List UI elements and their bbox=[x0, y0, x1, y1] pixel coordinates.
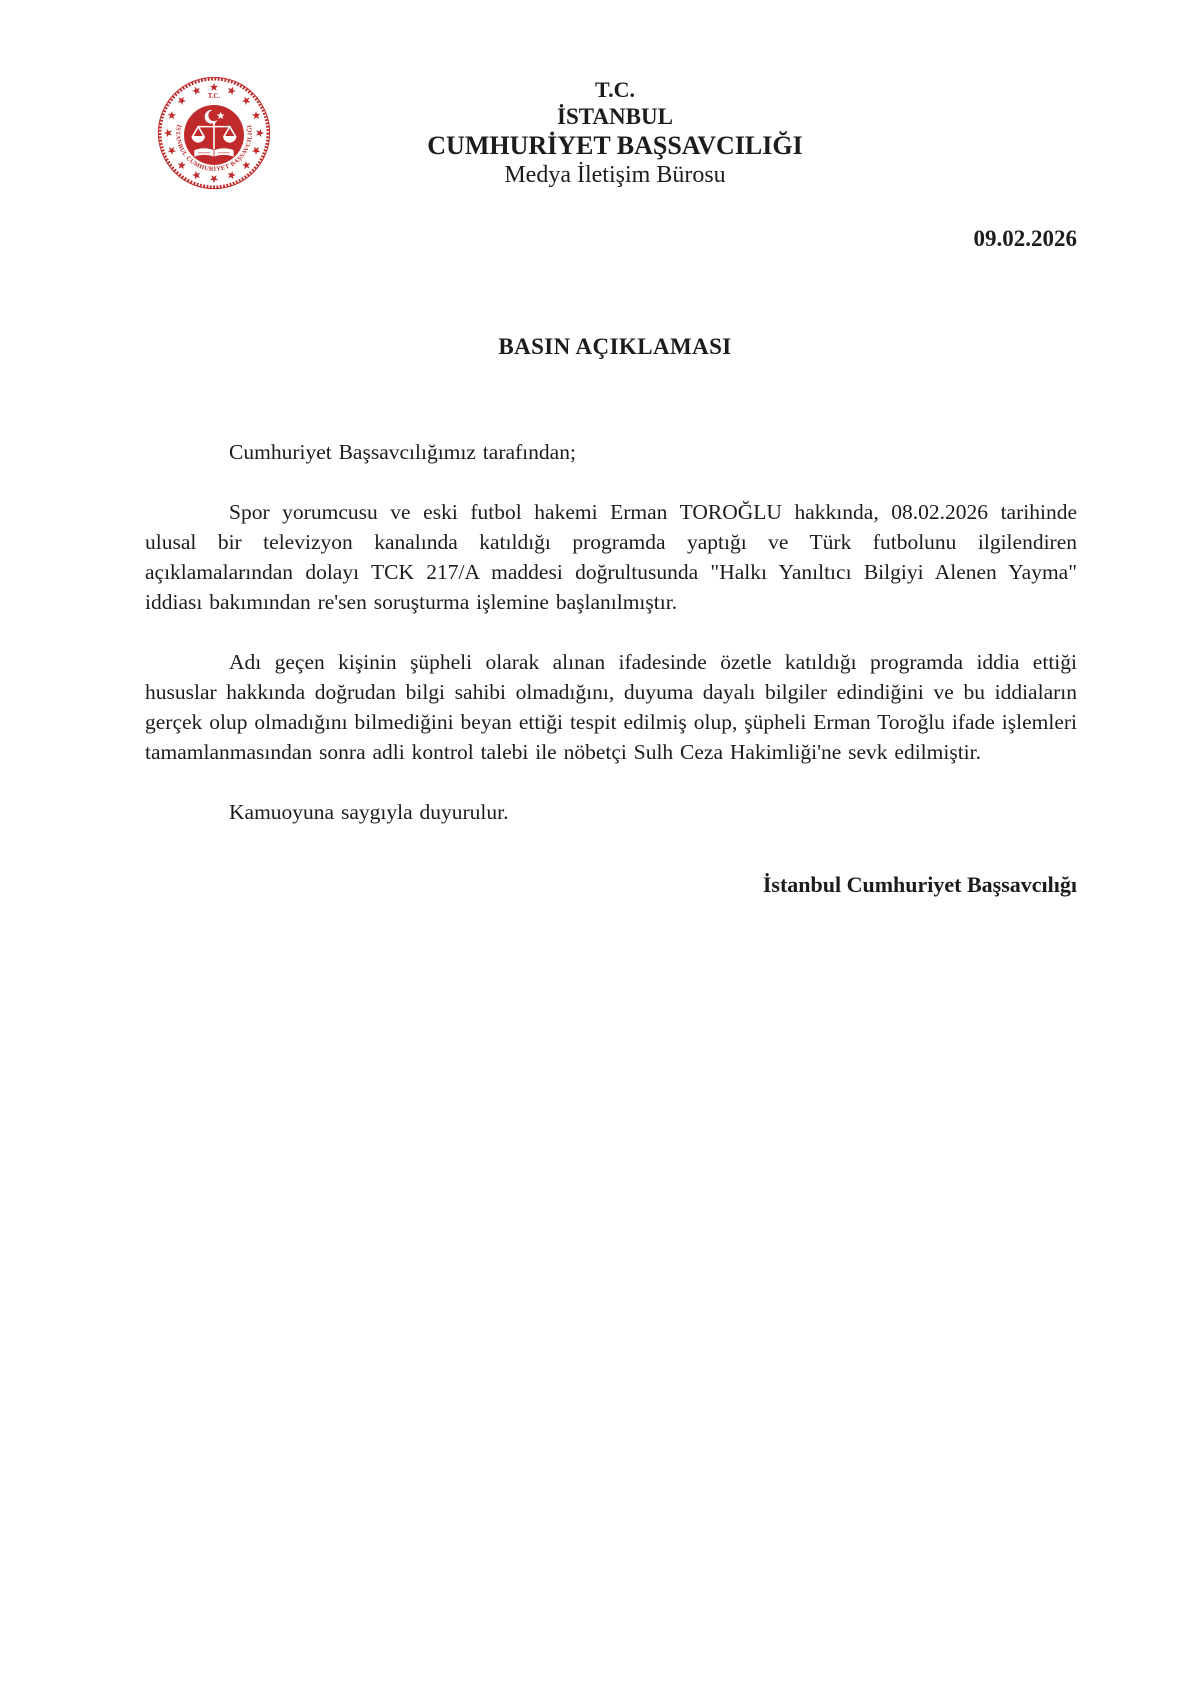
document-body bbox=[145, 437, 1077, 898]
emblem-ring-text: İSTANBUL CUMHURİYET BAŞSAVCILIĞI bbox=[174, 123, 254, 173]
paragraph-investigation: Spor yorumcusu ve eski futbol hakemi Erman TOROĞLU hakkında, 08.02.2026 tarihinde ulusal bir televizyon kanalında katıldığı programda yaptığı ve Türk futbolunu ilgilendiren açıklamalarından dolayı TCK 217/A maddesi doğrultusunda "Halkı Yanıltıcı Bilgiyi Alenen Yayma" iddiası bakımından re'sen soruşturma işlemine başlanılmıştır. bbox=[145, 500, 1077, 614]
paragraph-intro: Cumhuriyet Başsavcılığımız tarafından; bbox=[229, 440, 576, 464]
paragraph-statement: Adı geçen kişinin şüpheli olarak alınan ifadesinde özetle katıldığı programda iddia ettiği hususlar hakkında doğrudan bilgi sahibi olmadığını, duyuma dayalı bilgiler edindiğini ve bu iddiaların gerçek olup olmadığını bilmediğini beyan ettiği tespit edilmiş olup, şüpheli Erman Toroğlu ifade işlemleri tamamlanmasından sonra adli kontrol talebi ile nöbetçi Sulh Ceza Hakimliği'ne sevk edilmiştir. bbox=[145, 650, 1077, 764]
letterhead-office: CUMHURİYET BAŞSAVCILIĞI bbox=[427, 131, 803, 160]
letterhead-bureau: Medya İletişim Bürosu bbox=[504, 162, 726, 188]
letterhead-country: T.C. bbox=[595, 77, 635, 102]
paragraph-closing: Kamuoyuna saygıyla duyurulur. bbox=[229, 800, 509, 824]
document-signature: İstanbul Cumhuriyet Başsavcılığı bbox=[762, 872, 1077, 897]
document-title: BASIN AÇIKLAMASI bbox=[498, 334, 732, 359]
letterhead-city: İSTANBUL bbox=[557, 104, 673, 129]
emblem-top-text: T.C. bbox=[207, 93, 221, 101]
letterhead bbox=[145, 76, 1085, 189]
document-date: 09.02.2026 bbox=[973, 226, 1077, 251]
